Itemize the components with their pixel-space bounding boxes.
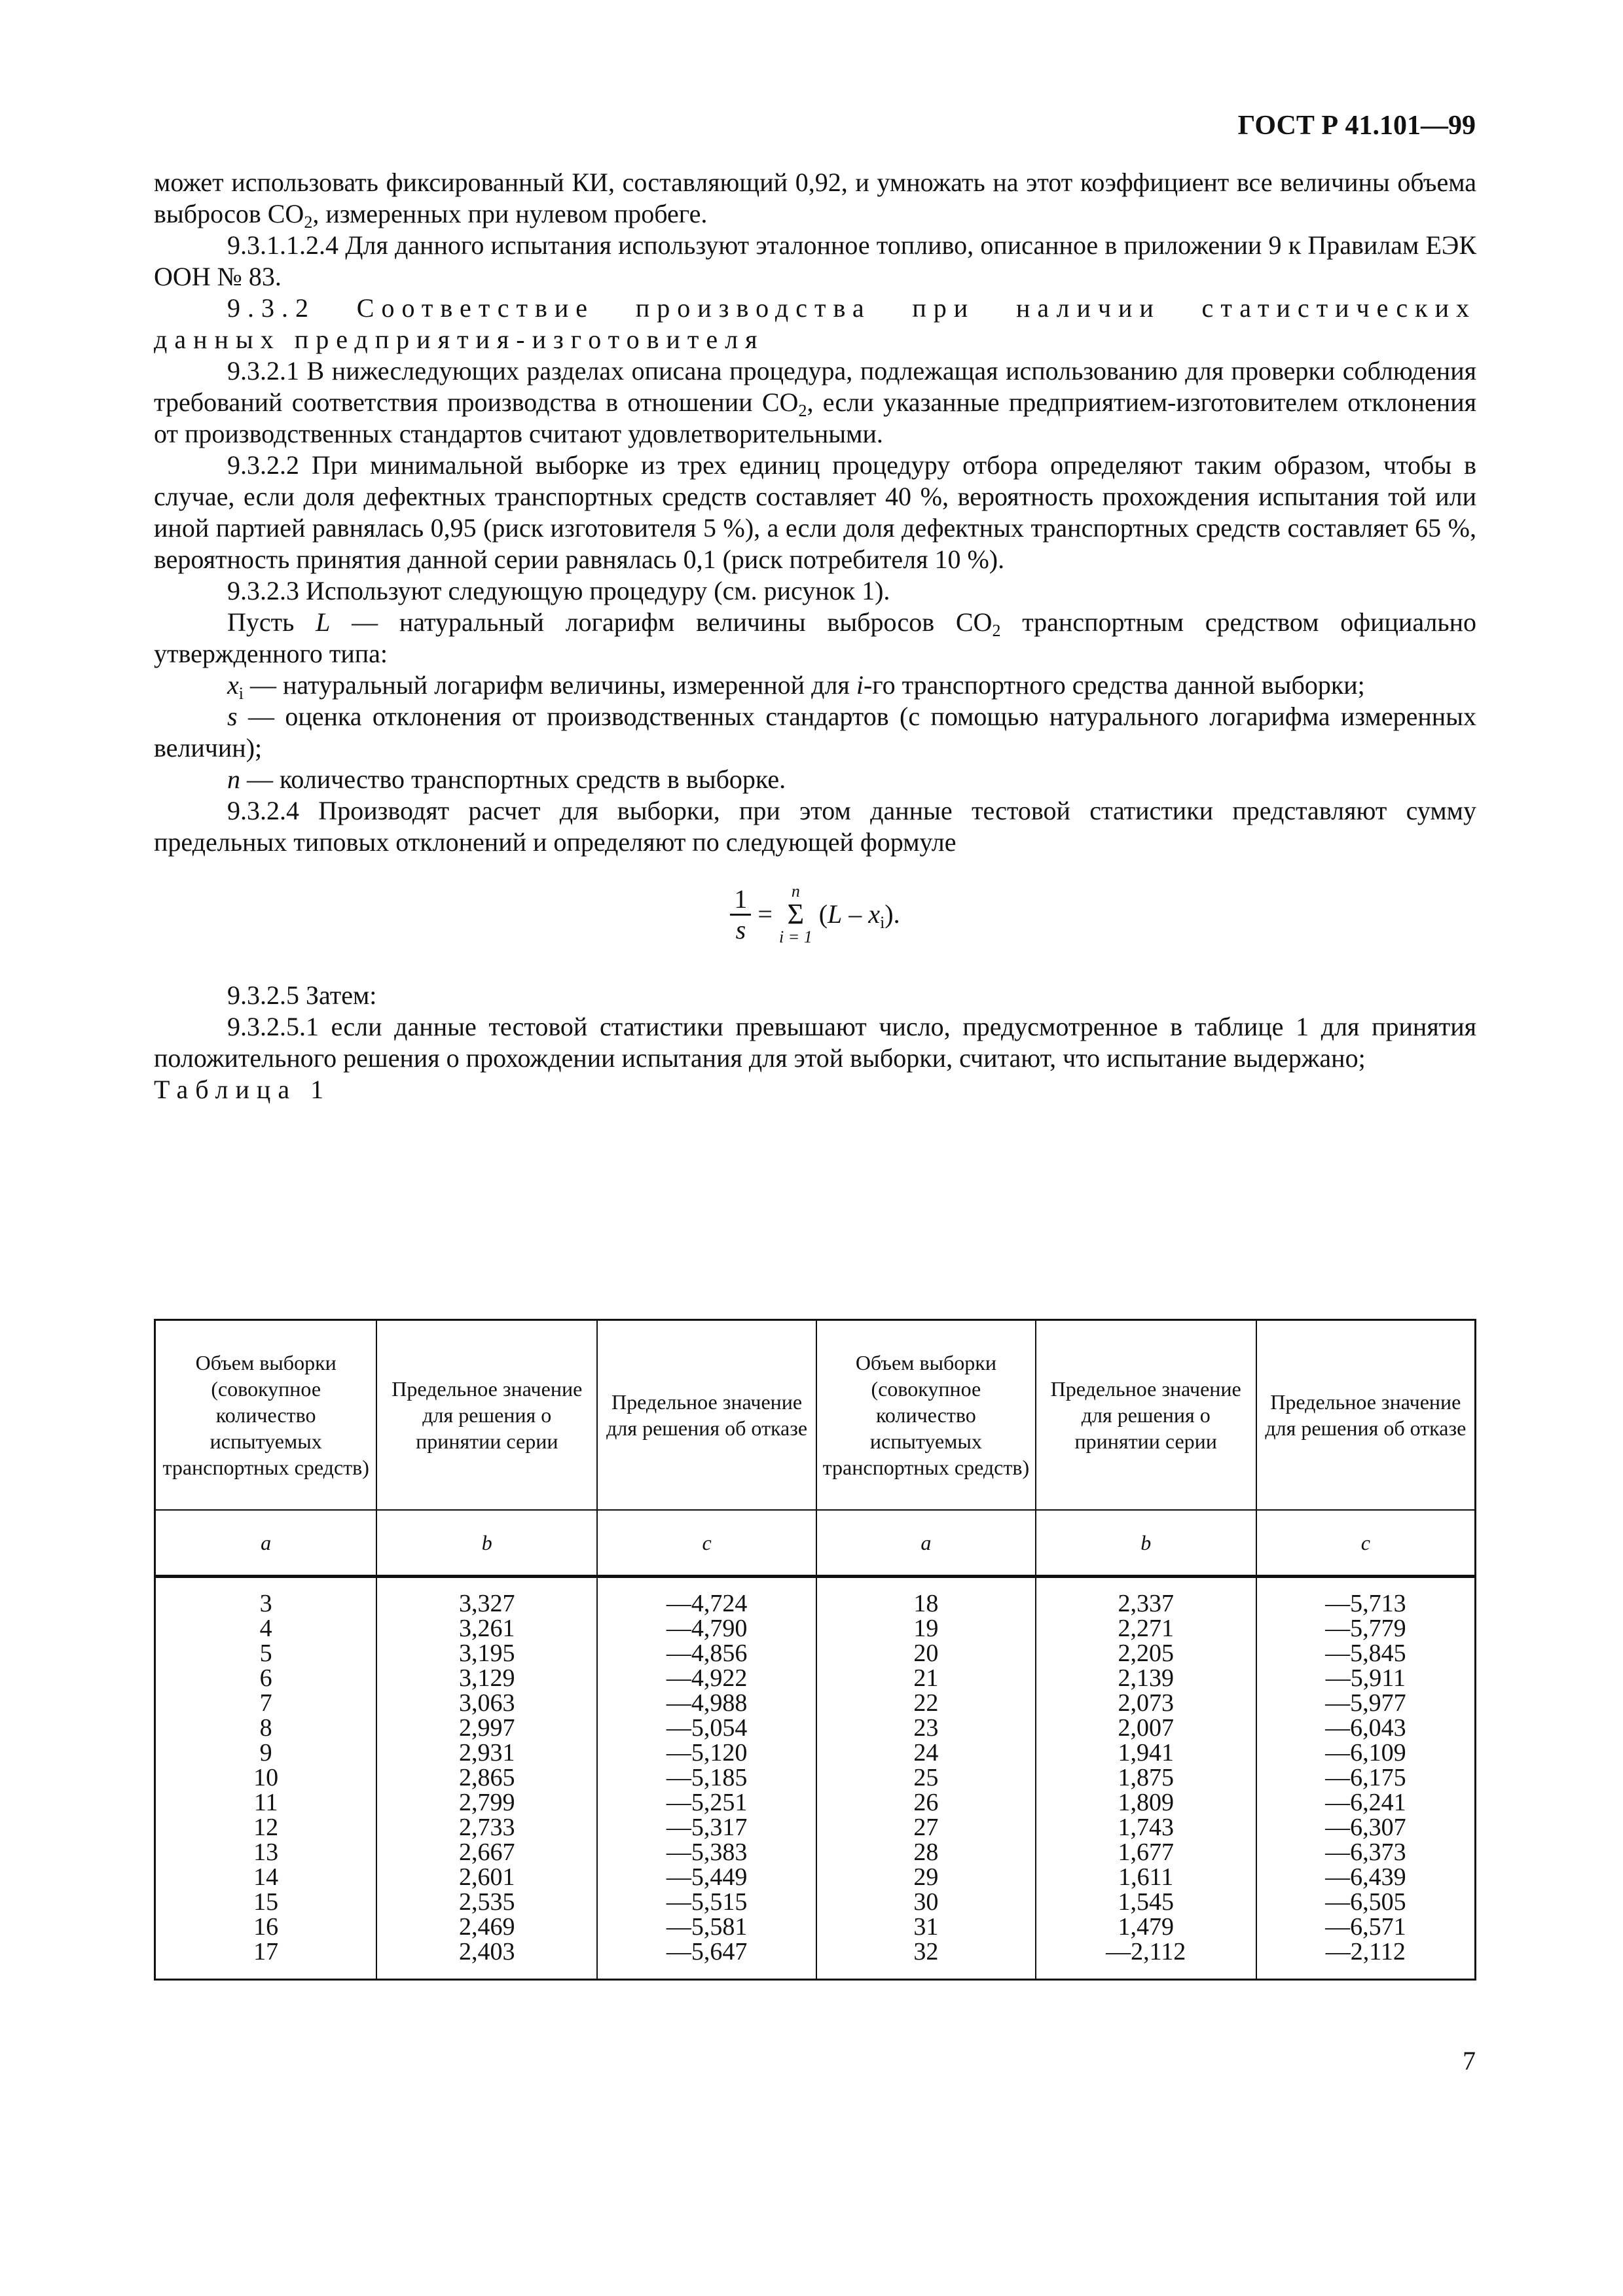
table-label-row — [155, 1510, 1476, 1577]
table-cell: —5,713 — [1325, 1590, 1406, 1617]
table-cell: 2,205 — [1118, 1640, 1174, 1667]
table-cell: 6 — [259, 1664, 272, 1692]
column-b-left — [376, 1577, 597, 1980]
header-sample-size: Объем выборки (совокупное количество испытуемых транспортных средств) — [816, 1320, 1036, 1511]
table-cell: 15 — [253, 1888, 279, 1916]
table-cell: 3,327 — [459, 1590, 515, 1617]
table-cell: 28 — [913, 1839, 939, 1866]
table-cell: —2,112 — [1325, 1938, 1406, 1965]
test-statistic-formula: $\frac{1}{s}$ = n Σ i = 1 $(L - x_i)$. — [154, 883, 1476, 946]
table-cell: —5,120 — [666, 1739, 748, 1767]
table-cell: 1,743 — [1118, 1814, 1174, 1841]
paragraph-9-3-2-4: 9.3.2.4 Производят расчет для выборки, при этом данные тестовой статистики представляют сумму предельных типовых отклонений и определяют по следующей формуле — [154, 796, 1476, 857]
header-accept-limit: Предельное значение для решения о принятии серии — [1036, 1320, 1256, 1511]
column-c-left — [597, 1577, 816, 1980]
table-cell: 26 — [913, 1789, 939, 1816]
table-cell: 2,007 — [1118, 1714, 1174, 1742]
formula-fraction: $\frac{1}{s}$ — [730, 885, 751, 944]
table-cell: 3,063 — [459, 1689, 515, 1717]
table-cell: 32 — [913, 1938, 939, 1965]
table-cell: 1,611 — [1118, 1863, 1174, 1891]
column-label: c — [1256, 1510, 1476, 1577]
table-cell: 1,677 — [1118, 1839, 1174, 1866]
table-cell: 2,931 — [459, 1739, 515, 1767]
table-cell: 10 — [253, 1764, 279, 1791]
section-heading-9-3-2: 9.3.2 Соответствие производства при наличии статистических данных предприятия-изготовителя — [154, 293, 1476, 354]
table-cell: 13 — [253, 1839, 279, 1866]
table-cell: —5,779 — [1325, 1615, 1406, 1642]
table-cell: —5,317 — [666, 1814, 748, 1841]
table-cell: 2,073 — [1118, 1689, 1174, 1717]
table-cell: —5,911 — [1325, 1664, 1406, 1692]
table-cell: —5,383 — [666, 1839, 748, 1866]
table-cell: —4,724 — [666, 1590, 748, 1617]
document-body — [154, 167, 1476, 1105]
column-c-right — [1256, 1577, 1476, 1980]
paragraph-9-3-2-5: 9.3.2.5 Затем: — [227, 980, 377, 1010]
table-cell: 8 — [259, 1714, 272, 1742]
column-label: b — [376, 1510, 597, 1577]
column-b-right — [1036, 1577, 1256, 1980]
table-cell: 7 — [259, 1689, 272, 1717]
table-caption: Таблица 1 — [154, 1075, 331, 1104]
table-cell: 2,469 — [459, 1913, 515, 1941]
column-label: a — [155, 1510, 377, 1577]
table-cell: 20 — [913, 1640, 939, 1667]
table-cell: 19 — [913, 1615, 939, 1642]
table-cell: 31 — [913, 1913, 939, 1941]
column-label: c — [597, 1510, 816, 1577]
table-cell: 4 — [259, 1615, 272, 1642]
table-cell: 18 — [913, 1590, 939, 1617]
table-cell: 2,799 — [459, 1789, 515, 1816]
column-a-left — [155, 1577, 377, 1980]
table-cell: —5,977 — [1325, 1689, 1406, 1717]
table-1 — [154, 1319, 1476, 1981]
table-cell: —5,581 — [666, 1913, 748, 1941]
table-cell: —6,505 — [1325, 1888, 1406, 1916]
table-cell: —6,307 — [1325, 1814, 1406, 1841]
table-cell: 16 — [253, 1913, 279, 1941]
table-cell: 2,865 — [459, 1764, 515, 1791]
table-cell: —5,251 — [666, 1789, 748, 1816]
document-header: ГОСТ Р 41.101—99 — [1237, 111, 1476, 141]
table-cell: 2,403 — [459, 1938, 515, 1965]
table-cell: 1,479 — [1118, 1913, 1174, 1941]
paragraph-9-3-2-3: 9.3.2.3 Используют следующую процедуру (см. рисунок 1). — [227, 576, 890, 605]
table-cell: 11 — [253, 1789, 278, 1816]
table-cell: —6,571 — [1325, 1913, 1406, 1941]
table-cell: 1,545 — [1118, 1888, 1174, 1916]
paragraph-9-3-2-5-1: 9.3.2.5.1 если данные тестовой статистики превышают число, предусмотренное в таблице 1 для принятия положительного решения о прохождении испытания для этой выборки, считают, что испытание выдержано; — [154, 1012, 1476, 1073]
table-cell: —5,845 — [1325, 1640, 1406, 1667]
table-cell: 14 — [253, 1863, 279, 1891]
paragraph-continuation: может использовать фиксированный КИ, составляющий 0,92, и умножать на этот коэффициент все величины объема выбросов $CO_2$, измеренных при нулевом пробеге. — [154, 168, 1476, 232]
table-cell: 17 — [253, 1938, 279, 1965]
paragraph-definition-L: Пусть L — натуральный логарифм величины выбросов $CO_2$ транспортным средством официально утвержденного типа: — [154, 607, 1477, 668]
table-cell: 5 — [259, 1640, 272, 1667]
table-cell: —5,054 — [666, 1714, 748, 1742]
table-cell: 2,271 — [1118, 1615, 1174, 1642]
table-cell: 22 — [913, 1689, 939, 1717]
table-data-row — [155, 1577, 1476, 1980]
table-cell: 1,875 — [1118, 1764, 1174, 1791]
column-label: a — [816, 1510, 1036, 1577]
table-cell: —4,790 — [666, 1615, 748, 1642]
table-cell: 30 — [913, 1888, 939, 1916]
table-cell: —5,185 — [666, 1764, 748, 1791]
table-cell: —4,922 — [666, 1664, 748, 1692]
table-cell: —5,647 — [666, 1938, 748, 1965]
table-cell: 9 — [259, 1739, 272, 1767]
paragraph-9-3-2-2: 9.3.2.2 При минимальной выборке из трех единиц процедуру отбора определяют таким образом, чтобы в случае, если доля дефектных транспортных средств составляет 40 %, вероятность прохождения испытания той или иной партией равнялась 0,95 (риск изготовителя 5 %), а если доля дефектных транспортных средств составляет 65 %, вероятность принятия данной серии равнялась 0,1 (риск потребителя 10 %). — [154, 450, 1476, 574]
table-cell: —2,112 — [1106, 1938, 1186, 1965]
table-cell: —6,043 — [1325, 1714, 1406, 1742]
page-number: 7 — [1463, 2046, 1476, 2075]
header-reject-limit: Предельное значение для решения об отказе — [597, 1320, 816, 1511]
table-cell: 2,337 — [1118, 1590, 1174, 1617]
table-cell: 23 — [913, 1714, 939, 1742]
table-cell: —6,241 — [1325, 1789, 1406, 1816]
table-cell: 3,261 — [459, 1615, 515, 1642]
table-cell: 21 — [913, 1664, 939, 1692]
table-cell: 1,941 — [1118, 1739, 1174, 1767]
table-cell: —6,109 — [1325, 1739, 1406, 1767]
table-cell: 2,601 — [459, 1863, 515, 1891]
column-a-right — [816, 1577, 1036, 1980]
paragraph-definition-x: $x_i$ — натуральный логарифм величины, измеренной для i-го транспортного средства данной выборки; — [227, 670, 1365, 703]
header-accept-limit: Предельное значение для решения о принятии серии — [376, 1320, 597, 1511]
table-cell: 29 — [913, 1863, 939, 1891]
table-header-row — [155, 1320, 1476, 1511]
table-cell: 1,809 — [1118, 1789, 1174, 1816]
paragraph-definition-s: s — оценка отклонения от производственных стандартов (с помощью натурального логарифма измеренных величин); — [154, 702, 1477, 762]
column-label: b — [1036, 1510, 1256, 1577]
paragraph-9-3-1-1-2-4: 9.3.1.1.2.4 Для данного испытания используют эталонное топливо, описанное в приложении 9 к Правилам ЕЭК ООН № 83. — [154, 230, 1476, 291]
table-cell: —6,439 — [1325, 1863, 1406, 1891]
table-cell: —6,373 — [1325, 1839, 1406, 1866]
table-cell: 3,195 — [459, 1640, 515, 1667]
header-sample-size: Объем выборки (совокупное количество испытуемых транспортных средств) — [155, 1320, 377, 1511]
table-cell: 2,733 — [459, 1814, 515, 1841]
paragraph-definition-n: n — количество транспортных средств в выборке. — [227, 764, 786, 794]
table-cell: 2,535 — [459, 1888, 515, 1916]
table-cell: —5,449 — [666, 1863, 748, 1891]
table-cell: 2,667 — [459, 1839, 515, 1866]
table-cell: —6,175 — [1325, 1764, 1406, 1791]
table-cell: 3,129 — [459, 1664, 515, 1692]
table-cell: 2,139 — [1118, 1664, 1174, 1692]
table-cell: —5,515 — [666, 1888, 748, 1916]
table-cell: 24 — [913, 1739, 939, 1767]
table-cell: 25 — [913, 1764, 939, 1791]
table-cell: 27 — [913, 1814, 939, 1841]
formula-sum: n Σ i = 1 — [778, 882, 812, 946]
header-reject-limit: Предельное значение для решения об отказе — [1256, 1320, 1476, 1511]
table-cell: 12 — [253, 1814, 279, 1841]
paragraph-9-3-2-1: 9.3.2.1 В нижеследующих разделах описана процедура, подлежащая использованию для проверки соблюдения требований соответствия производства в отношении $CO_2$, если указанные предприятием-изготовителем отклонения от производственных стандартов считают удовлетворительными. — [154, 356, 1477, 448]
table-cell: —4,988 — [666, 1689, 748, 1717]
table-cell: —4,856 — [666, 1640, 748, 1667]
table-cell: 2,997 — [459, 1714, 515, 1742]
table-cell: 3 — [259, 1590, 272, 1617]
